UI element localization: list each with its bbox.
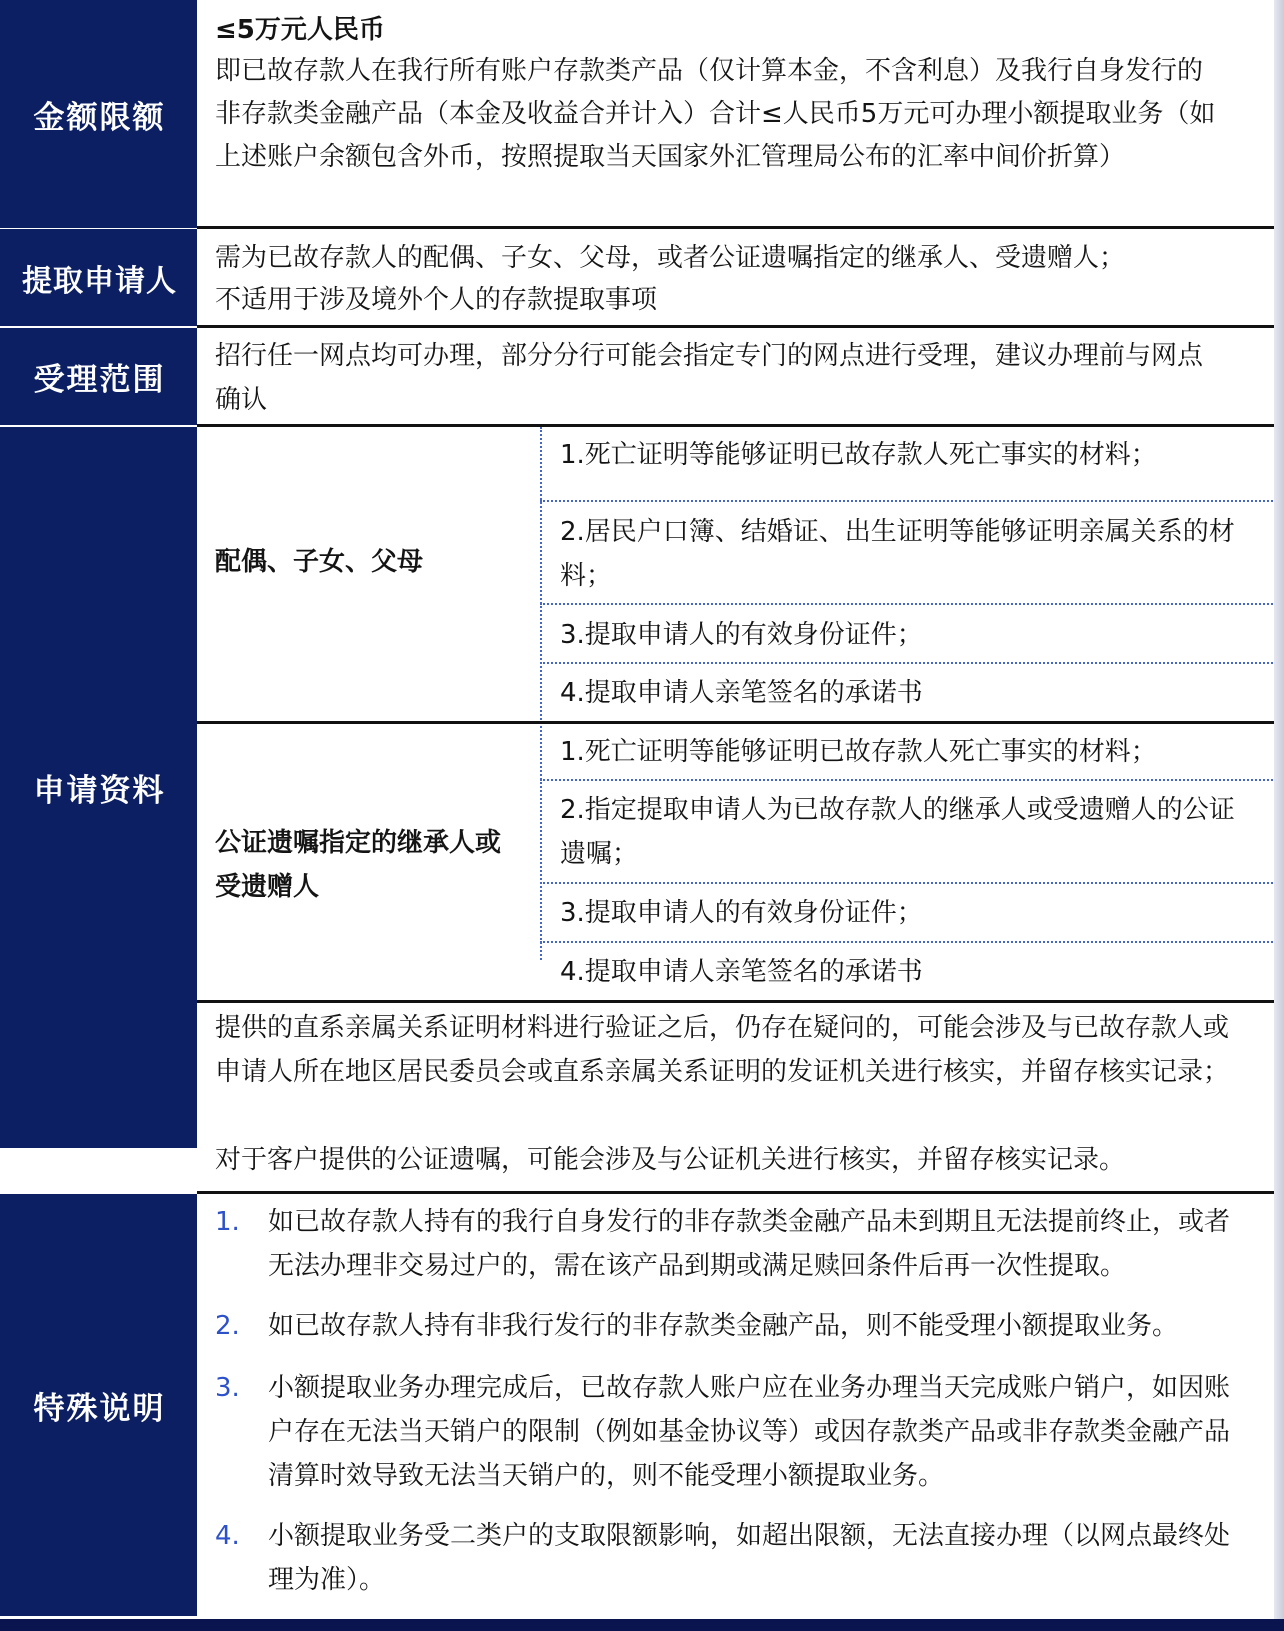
special-item-2-text: 如已故存款人持有非我行发行的非存款类金融产品，则不能受理小额提取业务。	[268, 1311, 1179, 1341]
label-text: 金额限额	[33, 99, 166, 136]
item-divider	[540, 941, 1276, 943]
label-materials	[0, 427, 197, 1148]
special-item-4-number: 4.	[215, 1521, 240, 1551]
row-divider	[197, 226, 1276, 229]
label-special	[0, 1194, 197, 1616]
group2-item-2: 2.指定提取申请人为已故存款人的继承人或受遗赠人的公证遗嘱；	[560, 795, 1235, 869]
row-divider	[197, 424, 1276, 427]
special-item-3-number: 3.	[215, 1373, 240, 1403]
group2-item-4: 4.提取申请人亲笔签名的承诺书	[560, 957, 923, 987]
row-divider	[197, 325, 1276, 328]
special-item-1-text: 如已故存款人持有的我行自身发行的非存款类金融产品未到期且无法提前终止，或者无法办理非交易过户的，需在该产品到期或满足赎回条件后再一次性提取。	[268, 1207, 1231, 1281]
amount-body: 即已故存款人在我行所有账户存款类产品（仅计算本金，不含利息）及我行自身发行的非存款类金融产品（本金及收益合并计入）合计≤人民币5万元可办理小额提取业务（如上述账户余额包含外币，按照提取当天国家外汇管理局公布的汇率中间价折算）	[215, 56, 1216, 172]
label-text: 提取申请人	[22, 263, 177, 299]
label-text: 受理范围	[33, 362, 166, 398]
item-divider	[540, 603, 1276, 605]
group1-item-4: 4.提取申请人亲笔签名的承诺书	[560, 678, 923, 708]
applicant-line-1: 需为已故存款人的配偶、子女、父母，或者公证遗嘱指定的继承人、受遗赠人；	[215, 243, 1126, 273]
label-scope	[0, 328, 197, 425]
group1-item-3: 3.提取申请人的有效身份证件；	[560, 620, 923, 650]
group2-item-1: 1.死亡证明等能够证明已故存款人死亡事实的材料；	[560, 737, 1157, 767]
group-divider	[197, 721, 1276, 724]
page-edge-shadow	[1274, 0, 1284, 1631]
item-divider	[540, 882, 1276, 884]
amount-heading: ≤5万元人民币	[215, 15, 385, 45]
materials-note-2: 对于客户提供的公证遗嘱，可能会涉及与公证机关进行核实，并留存核实记录。	[215, 1145, 1126, 1175]
label-amount-limit	[0, 0, 197, 228]
group-divider	[197, 1000, 1276, 1003]
item-divider	[540, 779, 1276, 781]
item-divider	[540, 500, 1276, 502]
special-item-4-text: 小额提取业务受二类户的支取限额影响，如超出限额，无法直接办理（以网点最终处理为准）。	[268, 1521, 1231, 1595]
group1-item-1: 1.死亡证明等能够证明已故存款人死亡事实的材料；	[560, 440, 1157, 470]
label-text: 特殊说明	[33, 1390, 166, 1427]
special-item-2-number: 2.	[215, 1311, 240, 1341]
materials-note-1: 提供的直系亲属关系证明材料进行验证之后，仍存在疑问的，可能会涉及与已故存款人或申请人所在地区居民委员会或直系亲属关系证明的发证机关进行核实，并留存核实记录；	[215, 1013, 1230, 1087]
scope-body: 招行任一网点均可办理，部分分行可能会指定专门的网点进行受理，建议办理前与网点确认	[215, 341, 1204, 415]
group1-title: 配偶、子女、父母	[215, 547, 424, 577]
applicant-line-2: 不适用于涉及境外个人的存款提取事项	[215, 285, 658, 315]
special-item-3-text: 小额提取业务办理完成后，已故存款人账户应在业务办理当天完成账户销户，如因账户存在无法当天销户的限制（例如基金协议等）或因存款类产品或非存款类金融产品清算时效导致无法当天销户的，则不能受理小额提取业务。	[268, 1373, 1231, 1491]
item-divider	[540, 662, 1276, 664]
row-divider	[197, 1191, 1276, 1194]
group1-item-2: 2.居民户口簿、结婚证、出生证明等能够证明亲属关系的材料；	[560, 517, 1235, 591]
label-applicant	[0, 229, 197, 326]
label-text: 申请资料	[33, 773, 166, 809]
bottom-bar	[0, 1619, 1284, 1631]
column-divider	[540, 427, 542, 960]
group2-item-3: 3.提取申请人的有效身份证件；	[560, 898, 923, 928]
special-item-1-number: 1.	[215, 1207, 240, 1237]
group2-title: 公证遗嘱指定的继承人或受遗赠人	[215, 828, 502, 902]
